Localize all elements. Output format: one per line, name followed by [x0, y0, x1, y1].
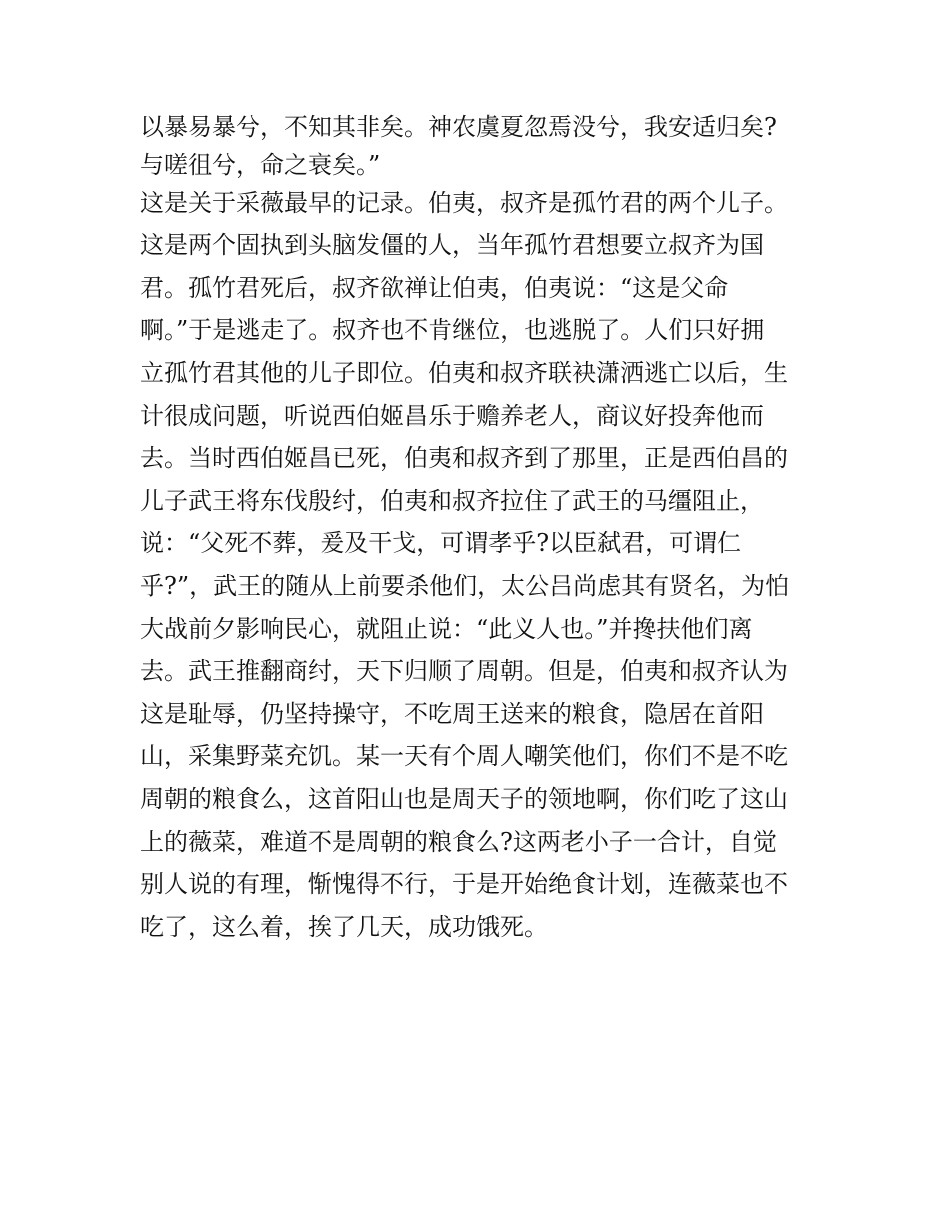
- text-line: 计很成问题，听说西伯姬昌乐于赡养老人，商议好投奔他而: [140, 401, 764, 430]
- text-line: 这是关于采薇最早的记录。伯夷，叔齐是孤竹君的两个儿子。: [140, 188, 788, 217]
- text-line: 上的薇菜，难道不是周朝的粮食么?这两老小子一合计，自觉: [140, 827, 777, 856]
- text-line: 吃了，这么着，挨了几天，成功饿死。: [140, 912, 548, 941]
- text-line: 别人说的有理，惭愧得不行，于是开始绝食计划，连薇菜也不: [140, 870, 788, 899]
- text-line: 乎?”，武王的随从上前要杀他们，太公吕尚虑其有贤名，为怕: [140, 571, 790, 600]
- text-line: 君。孤竹君死后，叔齐欲禅让伯夷，伯夷说：“这是父命: [140, 273, 729, 302]
- text-line: 立孤竹君其他的儿子即位。伯夷和叔齐联袂潇洒逃亡以后，生: [140, 358, 788, 387]
- text-line: 以暴易暴兮，不知其非矣。神农虞夏忽焉没兮，我安适归矣?: [140, 113, 777, 141]
- text-line: 与嗟徂兮，命之衰矣。”: [140, 150, 381, 179]
- body-text: [140, 106, 840, 948]
- text-line: 这是两个固执到头脑发僵的人，当年孤竹君想要立叔齐为国: [140, 231, 764, 260]
- text-line: 去。当时西伯姬昌已死，伯夷和叔齐到了那里，正是西伯昌的: [140, 444, 788, 473]
- text-line: 说：“父死不葬，爰及干戈，可谓孝乎?以臣弑君，可谓仁: [140, 529, 742, 558]
- text-line: 儿子武王将东伐殷纣，伯夷和叔齐拉住了武王的马缰阻止，: [140, 486, 764, 515]
- text-line: 去。武王推翻商纣，天下归顺了周朝。但是，伯夷和叔齐认为: [140, 657, 788, 686]
- text-line: 山，采集野菜充饥。某一天有个周人嘲笑他们，你们不是不吃: [140, 742, 788, 771]
- text-line: 大战前夕影响民心，就阻止说：“此义人也。”并搀扶他们离: [140, 614, 753, 643]
- text-line: 啊。”于是逃走了。叔齐也不肯继位，也逃脱了。人们只好拥: [140, 316, 765, 345]
- text-line: 周朝的粮食么，这首阳山也是周天子的领地啊，你们吃了这山: [140, 784, 788, 813]
- text-line: 这是耻辱，仍坚持操守，不吃周王送来的粮食，隐居在首阳: [140, 699, 764, 728]
